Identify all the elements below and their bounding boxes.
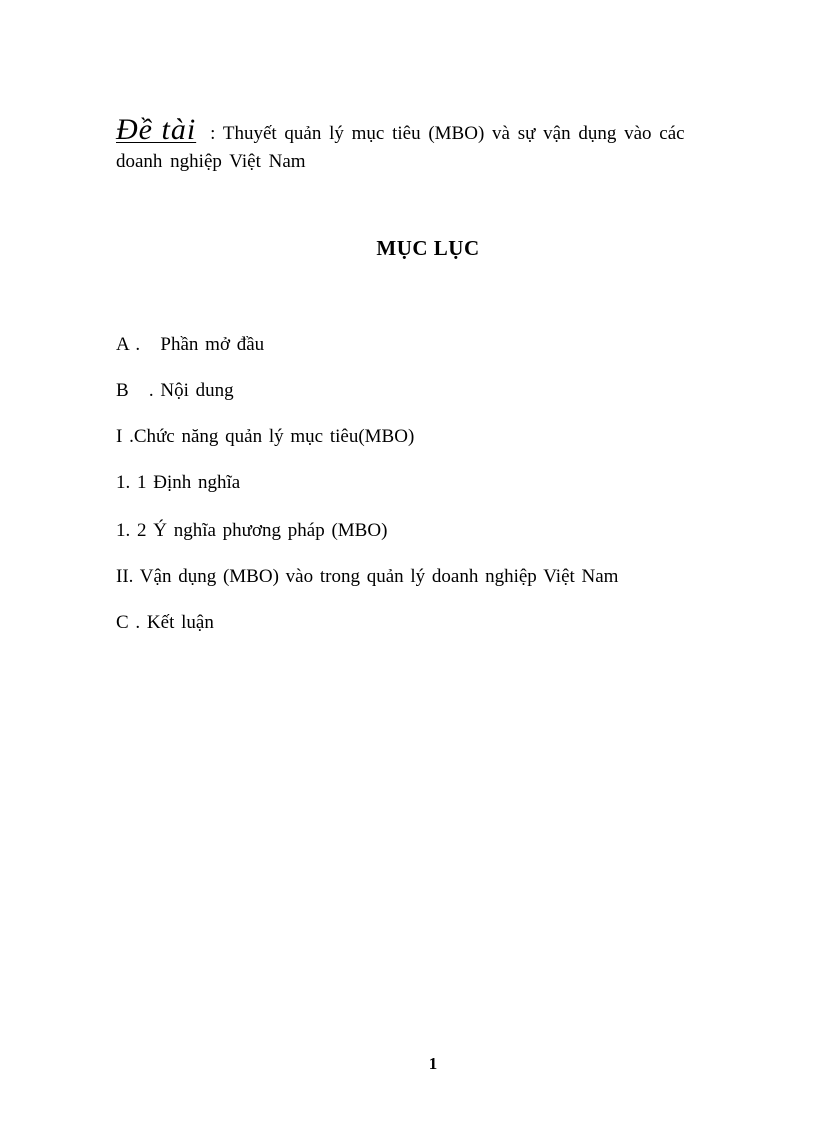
title-label: Đề tài [116, 113, 197, 146]
table-of-contents [116, 332, 716, 635]
toc-item-y-nghia[interactable]: 1. 2 Ý nghĩa phương pháp (MBO) [116, 520, 388, 541]
toc-item-dinh-nghia[interactable]: 1. 1 Định nghĩa [116, 472, 241, 493]
toc-item-van-dung[interactable]: II. Vận dụng (MBO) vào trong quản lý doanh nghiệp Việt Nam [116, 566, 619, 587]
toc-item-chuc-nang-mbo[interactable]: I .Chức năng quản lý mục tiêu(MBO) [116, 426, 415, 447]
toc-item-noi-dung[interactable]: B . Nội dung [116, 380, 234, 401]
page-number: 1 [428, 1054, 438, 1073]
title-text: : Thuyết quản lý mục tiêu (MBO) và sự vận dụng vào các doanh nghiệp Việt Nam [116, 123, 685, 172]
document-title [116, 113, 726, 176]
toc-item-phan-mo-dau[interactable]: A . Phần mở đầu [116, 334, 265, 355]
toc-item-ket-luan[interactable]: C . Kết luận [116, 612, 214, 633]
toc-heading: MỤC LỤC [376, 236, 480, 260]
